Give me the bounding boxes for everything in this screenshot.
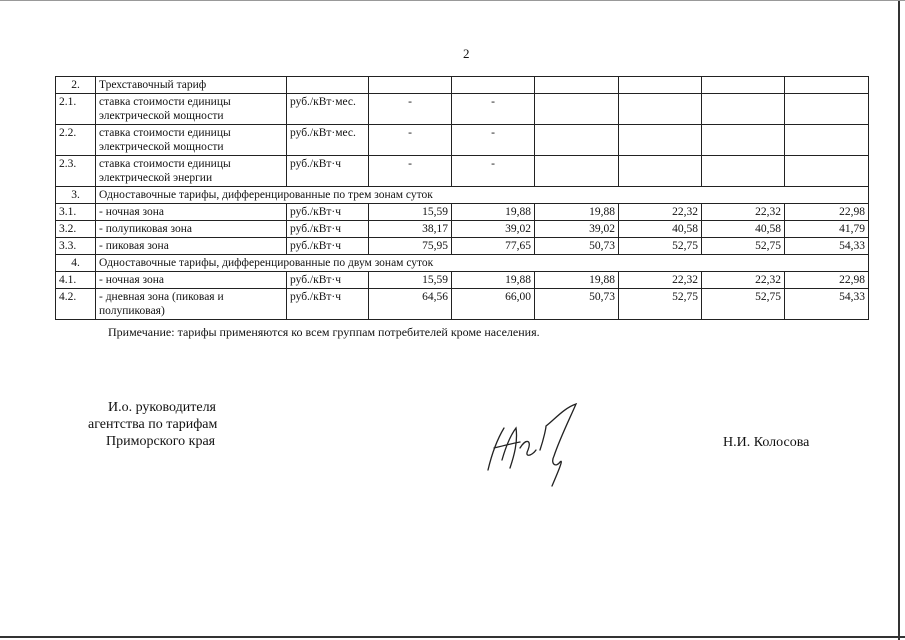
empty-cell bbox=[369, 77, 452, 94]
tariff-value-cell: 66,00 bbox=[452, 289, 535, 320]
scan-border-right bbox=[898, 0, 900, 640]
tariff-value-cell: 22,98 bbox=[785, 272, 869, 289]
tariff-value-cell: 40,58 bbox=[619, 221, 702, 238]
tariff-value-cell bbox=[535, 156, 619, 187]
table-row bbox=[56, 238, 869, 255]
tariff-value-cell: 41,79 bbox=[785, 221, 869, 238]
tariff-value-cell: 40,58 bbox=[702, 221, 785, 238]
row-index: 4. bbox=[56, 255, 96, 272]
tariff-value-cell: 22,32 bbox=[619, 204, 702, 221]
empty-cell bbox=[702, 77, 785, 94]
tariff-value-cell: - bbox=[452, 125, 535, 156]
scan-border-bottom bbox=[0, 636, 905, 638]
tariff-value-cell: 19,88 bbox=[452, 204, 535, 221]
row-index: 3.3. bbox=[56, 238, 96, 255]
row-name: - ночная зона bbox=[96, 272, 287, 289]
tariff-value-cell bbox=[702, 94, 785, 125]
tariff-value-cell: 19,88 bbox=[535, 204, 619, 221]
tariff-value-cell bbox=[619, 125, 702, 156]
tariff-value-cell: - bbox=[369, 94, 452, 125]
signatory-name: Н.И. Колосова bbox=[723, 435, 810, 450]
row-name: - дневная зона (пиковая и полупиковая) bbox=[96, 289, 287, 320]
tariff-value-cell: 64,56 bbox=[369, 289, 452, 320]
tariff-value-cell: - bbox=[452, 156, 535, 187]
tariff-value-cell bbox=[535, 125, 619, 156]
table-row bbox=[56, 289, 869, 320]
page-number: 2 bbox=[463, 46, 470, 61]
signatory-title-line: Приморского края bbox=[106, 434, 216, 449]
table-row bbox=[56, 156, 869, 187]
signatory-title-line: агентства по тарифам bbox=[88, 417, 218, 432]
row-unit: руб./кВт·ч bbox=[287, 204, 369, 221]
table-row bbox=[56, 125, 869, 156]
tariff-value-cell: 22,32 bbox=[702, 204, 785, 221]
tariff-value-cell bbox=[785, 125, 869, 156]
tariff-value-cell: 52,75 bbox=[702, 289, 785, 320]
tariff-value-cell: 52,75 bbox=[619, 238, 702, 255]
row-index: 4.2. bbox=[56, 289, 96, 320]
row-unit: руб./кВт·ч bbox=[287, 238, 369, 255]
row-unit: руб./кВт·ч bbox=[287, 156, 369, 187]
row-unit: руб./кВт·ч bbox=[287, 289, 369, 320]
row-unit: руб./кВт·мес. bbox=[287, 125, 369, 156]
note-text: Примечание: тарифы применяются ко всем группам потребителей кроме населения. bbox=[108, 325, 540, 339]
tariff-value-cell bbox=[619, 94, 702, 125]
row-name: - пиковая зона bbox=[96, 238, 287, 255]
empty-cell bbox=[785, 77, 869, 94]
section-title: Трехставочный тариф bbox=[96, 77, 287, 94]
tariff-value-cell bbox=[785, 156, 869, 187]
empty-cell bbox=[287, 77, 369, 94]
row-index: 3.1. bbox=[56, 204, 96, 221]
tariff-value-cell bbox=[619, 156, 702, 187]
row-index: 4.1. bbox=[56, 272, 96, 289]
tariff-value-cell: - bbox=[369, 125, 452, 156]
tariff-value-cell: 19,88 bbox=[452, 272, 535, 289]
tariff-value-cell: 22,32 bbox=[619, 272, 702, 289]
row-unit: руб./кВт·ч bbox=[287, 272, 369, 289]
table-row bbox=[56, 204, 869, 221]
tariff-value-cell: 39,02 bbox=[535, 221, 619, 238]
tariff-value-cell: 22,32 bbox=[702, 272, 785, 289]
row-unit: руб./кВт·мес. bbox=[287, 94, 369, 125]
table-section-row bbox=[56, 77, 869, 94]
tariff-value-cell: 22,98 bbox=[785, 204, 869, 221]
tariff-value-cell: 52,75 bbox=[619, 289, 702, 320]
table-row bbox=[56, 94, 869, 125]
scan-border-top bbox=[0, 0, 905, 1]
row-name: ставка стоимости единицы электрической мощности bbox=[96, 94, 287, 125]
row-name: ставка стоимости единицы электрической мощности bbox=[96, 125, 287, 156]
row-index: 3.2. bbox=[56, 221, 96, 238]
tariff-value-cell: 52,75 bbox=[702, 238, 785, 255]
row-name: - полупиковая зона bbox=[96, 221, 287, 238]
tariff-value-cell: 38,17 bbox=[369, 221, 452, 238]
table-section-row bbox=[56, 187, 869, 204]
handwritten-signature bbox=[480, 398, 590, 493]
tariff-value-cell bbox=[535, 94, 619, 125]
tariff-value-cell: 19,88 bbox=[535, 272, 619, 289]
row-index: 2. bbox=[56, 77, 96, 94]
tariff-value-cell bbox=[702, 125, 785, 156]
tariff-value-cell: 15,59 bbox=[369, 272, 452, 289]
tariff-value-cell: - bbox=[369, 156, 452, 187]
tariff-value-cell: - bbox=[452, 94, 535, 125]
table-row bbox=[56, 221, 869, 238]
row-unit: руб./кВт·ч bbox=[287, 221, 369, 238]
empty-cell bbox=[452, 77, 535, 94]
tariff-value-cell: 15,59 bbox=[369, 204, 452, 221]
row-index: 2.2. bbox=[56, 125, 96, 156]
tariff-value-cell bbox=[785, 94, 869, 125]
empty-cell bbox=[535, 77, 619, 94]
tariff-value-cell: 54,33 bbox=[785, 238, 869, 255]
tariff-value-cell: 50,73 bbox=[535, 238, 619, 255]
row-index: 3. bbox=[56, 187, 96, 204]
tariff-value-cell: 50,73 bbox=[535, 289, 619, 320]
table-row bbox=[56, 272, 869, 289]
row-index: 2.1. bbox=[56, 94, 96, 125]
row-name: ставка стоимости единицы электрической энергии bbox=[96, 156, 287, 187]
tariff-value-cell bbox=[702, 156, 785, 187]
section-title: Одноставочные тарифы, дифференцированные по двум зонам суток bbox=[96, 255, 869, 272]
section-title: Одноставочные тарифы, дифференцированные по трем зонам суток bbox=[96, 187, 869, 204]
tariff-table bbox=[55, 76, 869, 320]
tariff-value-cell: 75,95 bbox=[369, 238, 452, 255]
row-index: 2.3. bbox=[56, 156, 96, 187]
empty-cell bbox=[619, 77, 702, 94]
signatory-title bbox=[88, 399, 217, 450]
tariff-value-cell: 39,02 bbox=[452, 221, 535, 238]
tariff-value-cell: 54,33 bbox=[785, 289, 869, 320]
tariff-value-cell: 77,65 bbox=[452, 238, 535, 255]
row-name: - ночная зона bbox=[96, 204, 287, 221]
signatory-title-line: И.о. руководителя bbox=[108, 400, 217, 415]
table-section-row bbox=[56, 255, 869, 272]
